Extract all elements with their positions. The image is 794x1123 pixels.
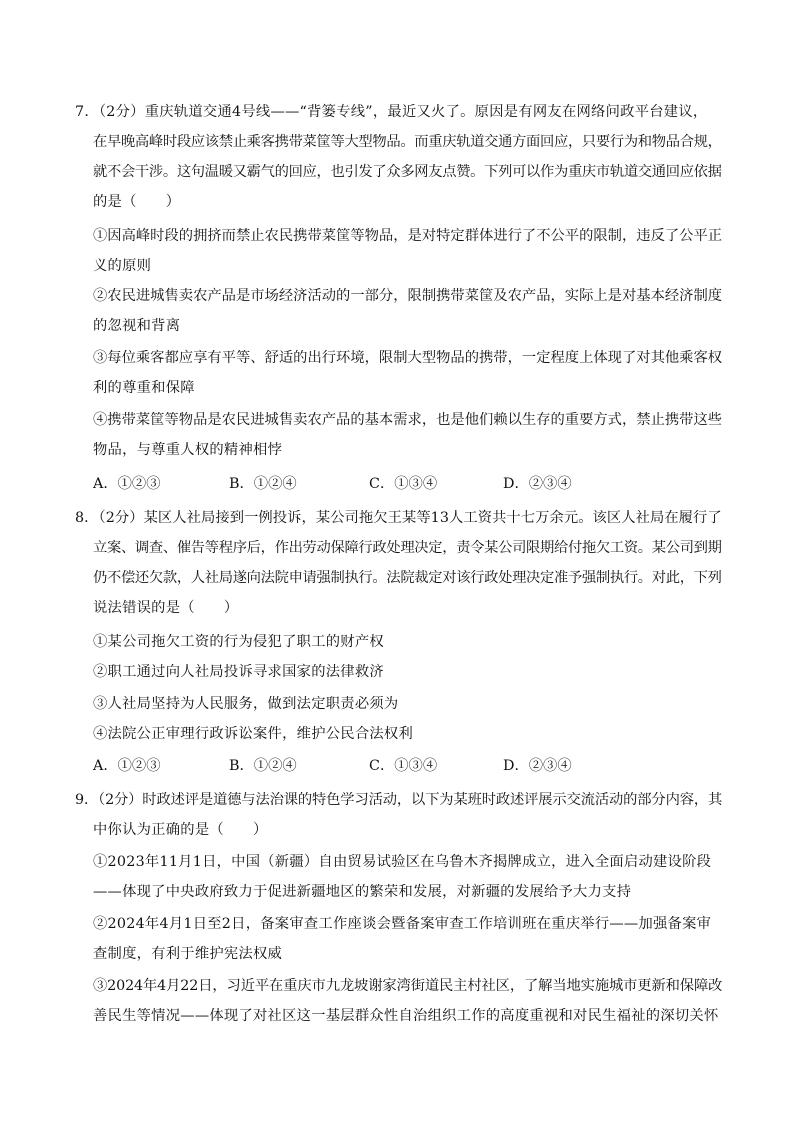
option-b[interactable]: B．①②④	[229, 476, 297, 492]
question-stem-line: 9．（2分）时政述评是道德与法治课的特色学习活动，以下为某班时政述评展示交流活动的部分内容，其	[75, 792, 723, 808]
option-c[interactable]: C．①③④	[369, 476, 438, 492]
option-c[interactable]: C．①③④	[369, 758, 438, 774]
option-a[interactable]: A．①②③	[93, 758, 161, 774]
question-stem-line: 中你认为正确的是（ ）	[93, 822, 268, 838]
statement-4-cont: 物品，与尊重人权的精神相悖	[93, 442, 283, 458]
question-stem-line: 说法错误的是（ ）	[93, 600, 239, 616]
question-stem-line: 的是（ ）	[93, 194, 181, 210]
option-d[interactable]: D．②③④	[503, 758, 572, 774]
question-stem-line: 仍不偿还欠款，人社局遂向法院申请强制执行。法院裁定对该行政处理决定准予强制执行。对此，下列	[93, 570, 722, 586]
statement-3: ③每位乘客都应享有平等、舒适的出行环境，限制大型物品的携带，一定程度上体现了对其他乘客权	[93, 350, 723, 366]
question-stem-line: 在早晚高峰时段应该禁止乘客携带菜筐等大型物品。而重庆轨道交通方面回应，只要行为和物品合规，	[93, 134, 722, 150]
statement-3-cont: 善民生等情况——体现了对社区这一基层群众性自治组织工作的高度重视和对民生福祉的深切关怀	[93, 1008, 719, 1024]
statement-1-cont: 义的原则	[93, 258, 152, 274]
statement-4: ④携带菜筐等物品是农民进城售卖农产品的基本需求，也是他们赖以生存的重要方式，禁止携带这些	[93, 412, 723, 428]
statement-2: ②职工通过向人社局投诉寻求国家的法律救济	[93, 664, 384, 680]
statement-2: ②2024年4月1日至2日，备案审查工作座谈会暨备案审查工作培训班在重庆举行——加强备案审	[93, 916, 712, 932]
question-stem-line: 8．（2分）某区人社局接到一例投诉，某公司拖欠王某等13人工资共十七万余元。该区人社局在履行了	[75, 510, 722, 526]
statement-2: ②农民进城售卖农产品是市场经济活动的一部分，限制携带菜筐及农产品，实际上是对基本经济制度	[93, 288, 723, 304]
statement-1: ①因高峰时段的拥挤而禁止农民携带菜筐等物品，是对特定群体进行了不公平的限制，违反了公平正	[93, 228, 723, 244]
statement-3-cont: 利的尊重和保障	[93, 380, 195, 396]
statement-1: ①2023年11月1日，中国（新疆）自由贸易试验区在乌鲁木齐揭牌成立，进入全面启动建设阶段	[93, 854, 712, 870]
statement-2-cont: 的忽视和背离	[93, 318, 181, 334]
statement-3: ③人社局坚持为人民服务，做到法定职责必须为	[93, 696, 399, 712]
option-d[interactable]: D．②③④	[503, 476, 572, 492]
statement-2-cont: 查制度，有利于维护宪法权威	[93, 946, 283, 962]
statement-3: ③2024年4月22日，习近平在重庆市九龙坡谢家湾街道民主村社区，了解当地实施城市更新和保障改	[93, 978, 723, 994]
statement-1-cont: ——体现了中央政府致力于促进新疆地区的繁荣和发展，对新疆的发展给予大力支持	[93, 884, 632, 900]
statement-4: ④法院公正审理行政诉讼案件，维护公民合法权利	[93, 726, 414, 742]
option-a[interactable]: A．①②③	[93, 476, 161, 492]
option-b[interactable]: B．①②④	[229, 758, 297, 774]
question-stem-line: 立案、调查、催告等程序后，作出劳动保障行政处理决定，责令某公司限期给付拖欠工资。某公司到期	[93, 540, 722, 556]
question-stem-line: 7．（2分）重庆轨道交通4号线——“背篓专线”，最近又火了。原因是有网友在网络问政平台建议，	[75, 104, 708, 120]
statement-1: ①某公司拖欠工资的行为侵犯了职工的财产权	[93, 634, 384, 650]
question-stem-line: 就不会干涉。这句温暖又霸气的回应，也引发了众多网友点赞。下列可以作为重庆市轨道交通回应依据	[93, 164, 722, 180]
